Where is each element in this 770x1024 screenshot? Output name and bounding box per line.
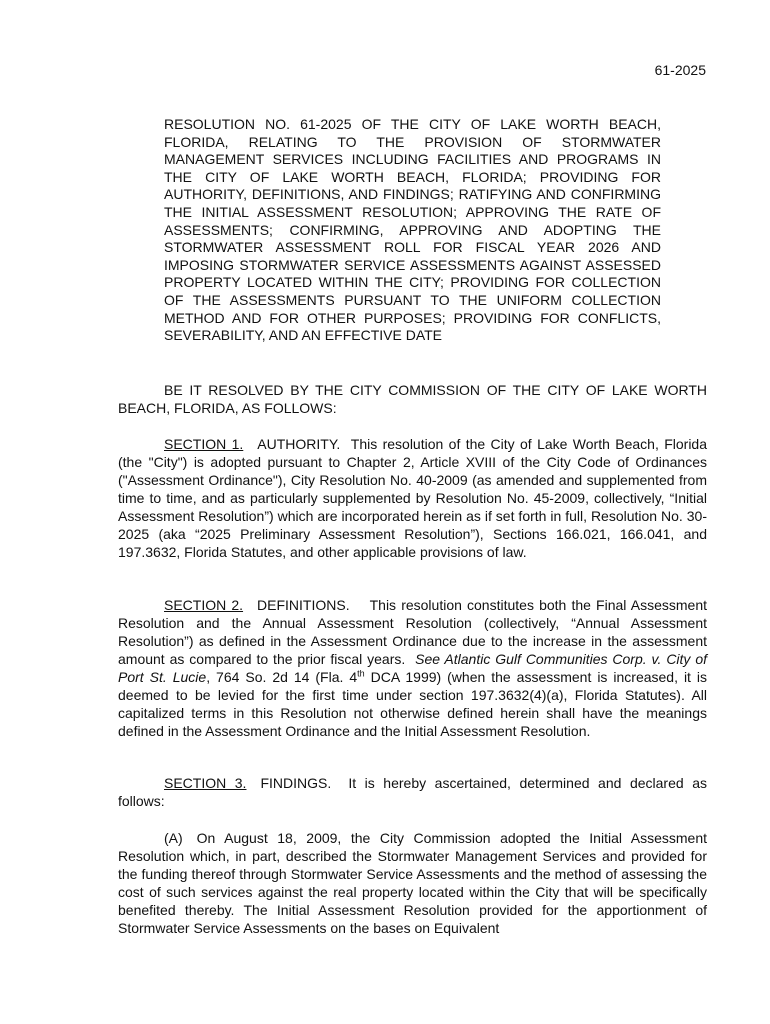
section-2-text-continued: DCA 1999) (when the assessment is increased, it is deemed to be levied for the first time under section 197.3632(4)(a), Florida Statutes). All capitalized terms in this Resolution not otherwise defined herein shall have the meanings defined in the Assessment Ordinance and the Initial Assessment Resolution.: [118, 669, 708, 739]
paragraph-a-label: (A): [164, 830, 183, 846]
section-1-text: This resolution of the City of Lake Worth Beach, Florida (the "City") is adopted pursuant to Chapter 2, Article XVIII of the City Code of Ordinances ("Assessment Ordinance"), City Resolution No. 40-2009 (as amended and supplemented from time to time, and as particularly supplemented by Resolution No. 45-2009, collectively, “Initial Assessment Resolution”) which are incorporated herein as if set forth in full, Resolution No. 30-2025 (aka “2025 Preliminary Assessment Resolution”), Sections 166.021, 166.041, and 197.3632, Florida Statutes, and other applicable provisions of law.: [118, 436, 708, 560]
section-1-label: SECTION 1.: [164, 436, 244, 452]
paragraph-a: [118, 829, 707, 937]
section-2-paragraph: [118, 596, 707, 740]
section-3-text: It is hereby ascertained, determined and declared as follows:: [118, 775, 707, 809]
section-1-paragraph: [118, 435, 707, 561]
resolution-title: RESOLUTION NO. 61-2025 OF THE CITY OF LAKE WORTH BEACH, FLORIDA, RELATING TO THE PROVISION OF STORMWATER MANAGEMENT SERVICES INCLUDING FACILITIES AND PROGRAMS IN THE CITY OF LAKE WORTH BEACH, FLORIDA; PROVIDING FOR AUTHORITY, DEFINITIONS, AND FINDINGS; RATIFYING AND CONFIRMING THE INITIAL ASSESSMENT RESOLUTION; APPROVING THE RATE OF ASSESSMENTS; CONFIRMING, APPROVING AND ADOPTING THE STORMWATER ASSESSMENT ROLL FOR FISCAL YEAR 2026 AND IMPOSING STORMWATER SERVICE ASSESSMENTS AGAINST ASSESSED PROPERTY LOCATED WITHIN THE CITY; PROVIDING FOR COLLECTION OF THE ASSESSMENTS PURSUANT TO THE UNIFORM COLLECTION METHOD AND FOR OTHER PURPOSES; PROVIDING FOR CONFLICTS, SEVERABILITY, AND AN EFFECTIVE DATE: [164, 116, 661, 344]
section-3-heading: FINDINGS.: [260, 775, 332, 791]
section-2-heading: DEFINITIONS.: [257, 597, 350, 613]
section-2-superscript: th: [357, 668, 365, 679]
section-1-heading: AUTHORITY.: [257, 436, 341, 452]
section-3-label: SECTION 3.: [164, 775, 247, 791]
section-2-case-citation: See Atlantic Gulf Communities Corp. v. City of Port St. Lucie: [118, 651, 708, 685]
paragraph-a-text: On August 18, 2009, the City Commission adopted the Initial Assessment Resolution which, in part, described the Stormwater Management Services and provided for the funding thereof through Stormwater Service Assessments and the method of assessing the cost of such services against the real property located within the City that will be specifically benefited thereby. The Initial Assessment Resolution provided for the apportionment of Stormwater Service Assessments on the bases on Equivalent: [118, 830, 707, 936]
section-2-label: SECTION 2.: [164, 597, 244, 613]
section-3-paragraph: [118, 774, 707, 810]
preamble-paragraph: [118, 381, 707, 417]
preamble-text: BE IT RESOLVED BY THE CITY COMMISSION OF THE CITY OF LAKE WORTH BEACH, FLORIDA, AS FOLLOWS:: [118, 382, 707, 416]
document-number: 61-2025: [654, 62, 706, 78]
section-2-text: This resolution constitutes both the Final Assessment Resolution and the Annual Assessment Resolution (collectively, “Annual Assessment Resolution”) as defined in the Assessment Ordinance due to the increase in the assessment amount as compared to the prior fiscal years.: [118, 597, 707, 667]
section-2-citation-reporter: , 764 So. 2d 14 (Fla. 4: [206, 669, 358, 685]
